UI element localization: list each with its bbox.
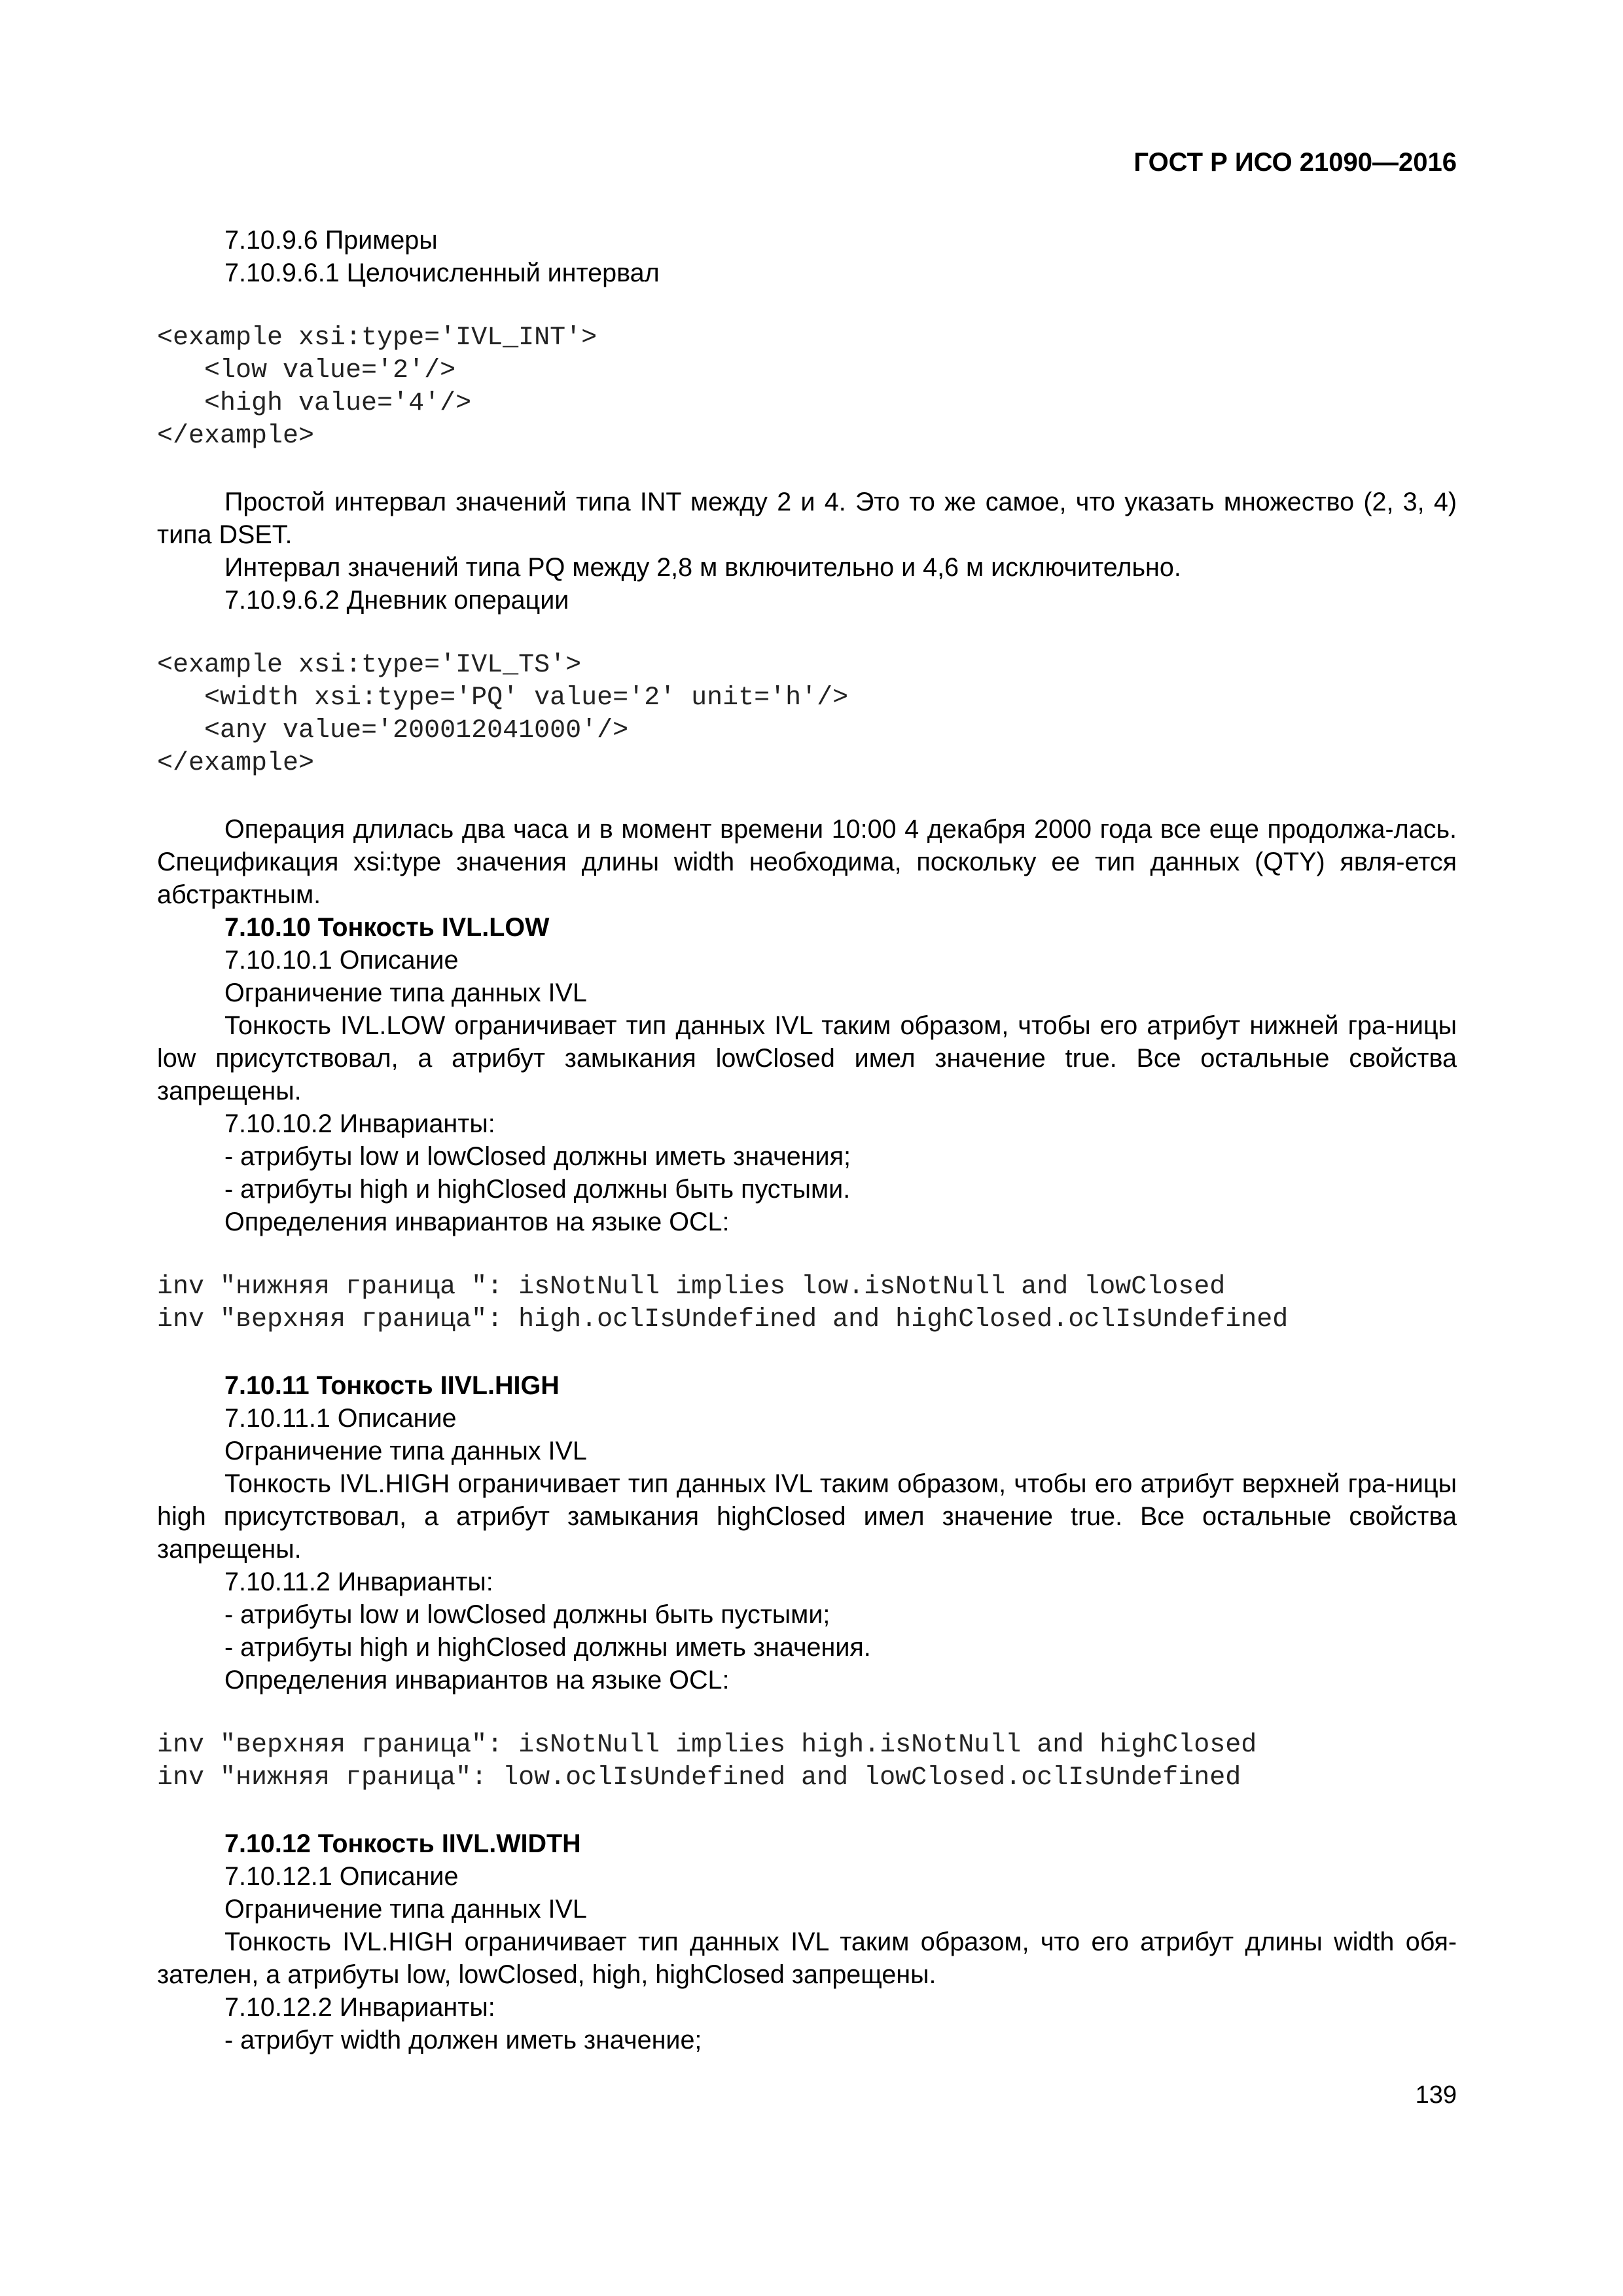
list-item: - атрибуты high и highClosed должны иметь значения. xyxy=(224,1633,871,1662)
paragraph: Определения инвариантов на языке OCL: xyxy=(224,1208,730,1236)
paragraph: Ограничение типа данных IVL xyxy=(224,978,587,1007)
paragraph: 7.10.9.6 Примеры xyxy=(224,226,438,255)
paragraph: Ограничение типа данных IVL xyxy=(224,1437,587,1465)
paragraph: 7.10.10.1 Описание xyxy=(224,946,459,975)
code-block: <example xsi:type='IVL_TS'> <width xsi:type='PQ' value='2' unit='h'/> <any value='200012041000'/> </example> xyxy=(157,651,849,778)
section-heading: 7.10.12 Тонкость IIVL.WIDTH xyxy=(224,1829,581,1858)
paragraph: Тонкость IVL.HIGH ограничивает тип данных IVL таким образом, чтобы его атрибут верхней гра-ницы high присутствовал, а атрибут замыкания highClosed имел значение true. Все остальные свойства запрещены. xyxy=(157,1469,1457,1564)
list-item: - атрибуты low и lowClosed должны иметь значения; xyxy=(224,1142,851,1171)
section-heading: 7.10.10 Тонкость IVL.LOW xyxy=(224,913,550,942)
code-block: inv "верхняя граница": isNotNull implies high.isNotNull and highClosed inv "нижняя граница": low.oclIsUndefined and lowClosed.oclIsUndefined xyxy=(157,1731,1257,1793)
code-block: inv "нижняя граница ": isNotNull implies low.isNotNull and lowClosed inv "верхняя граница": high.oclIsUndefined and highClosed.oclIsUndefined xyxy=(157,1272,1289,1335)
paragraph: 7.10.9.6.1 Целочисленный интервал xyxy=(224,259,660,287)
paragraph: Тонкость IVL.LOW ограничивает тип данных IVL таким образом, чтобы его атрибут нижней гра-ницы low присутствовал, а атрибут замыкания lowClosed имел значение true. Все остальные свойства запрещены. xyxy=(157,1011,1457,1105)
paragraph: Интервал значений типа PQ между 2,8 м включительно и 4,6 м исключительно. xyxy=(224,553,1181,582)
list-item: - атрибуты high и highClosed должны быть пустыми. xyxy=(224,1175,851,1204)
paragraph: 7.10.11.1 Описание xyxy=(224,1404,457,1433)
paragraph: 7.10.12.2 Инварианты: xyxy=(224,1993,495,2022)
page-body xyxy=(157,224,1457,2056)
section-heading: 7.10.11 Тонкость IIVL.HIGH xyxy=(224,1371,560,1400)
paragraph: Простой интервал значений типа INT между 2 и 4. Это то же самое, что указать множество (2, 3, 4) типа DSET. xyxy=(157,488,1457,549)
paragraph: Ограничение типа данных IVL xyxy=(224,1895,587,1924)
paragraph: 7.10.12.1 Описание xyxy=(224,1862,459,1891)
code-block: <example xsi:type='IVL_INT'> <low value='2'/> <high value='4'/> </example> xyxy=(157,323,597,451)
paragraph: Операция длилась два часа и в момент времени 10:00 4 декабря 2000 года все еще продолжа-лась. Спецификация xsi:type значения длины width необходима, поскольку ее тип данных (QTY) явля-ется абстрактным. xyxy=(157,815,1457,909)
paragraph: Определения инвариантов на языке OCL: xyxy=(224,1666,730,1695)
paragraph: Тонкость IVL.HIGH ограничивает тип данных IVL таким образом, что его атрибут длины width обя-зателен, а атрибуты low, lowClosed, high, highClosed запрещены. xyxy=(157,1928,1457,1989)
page-number: 139 xyxy=(1415,2081,1457,2109)
document-header: ГОСТ Р ИСО 21090—2016 xyxy=(1133,148,1457,177)
paragraph: 7.10.9.6.2 Дневник операции xyxy=(224,586,569,615)
paragraph: 7.10.10.2 Инварианты: xyxy=(224,1109,495,1138)
list-item: - атрибуты low и lowClosed должны быть пустыми; xyxy=(224,1600,830,1629)
list-item: - атрибут width должен иметь значение; xyxy=(224,2026,702,2054)
paragraph: 7.10.11.2 Инварианты: xyxy=(224,1568,493,1596)
